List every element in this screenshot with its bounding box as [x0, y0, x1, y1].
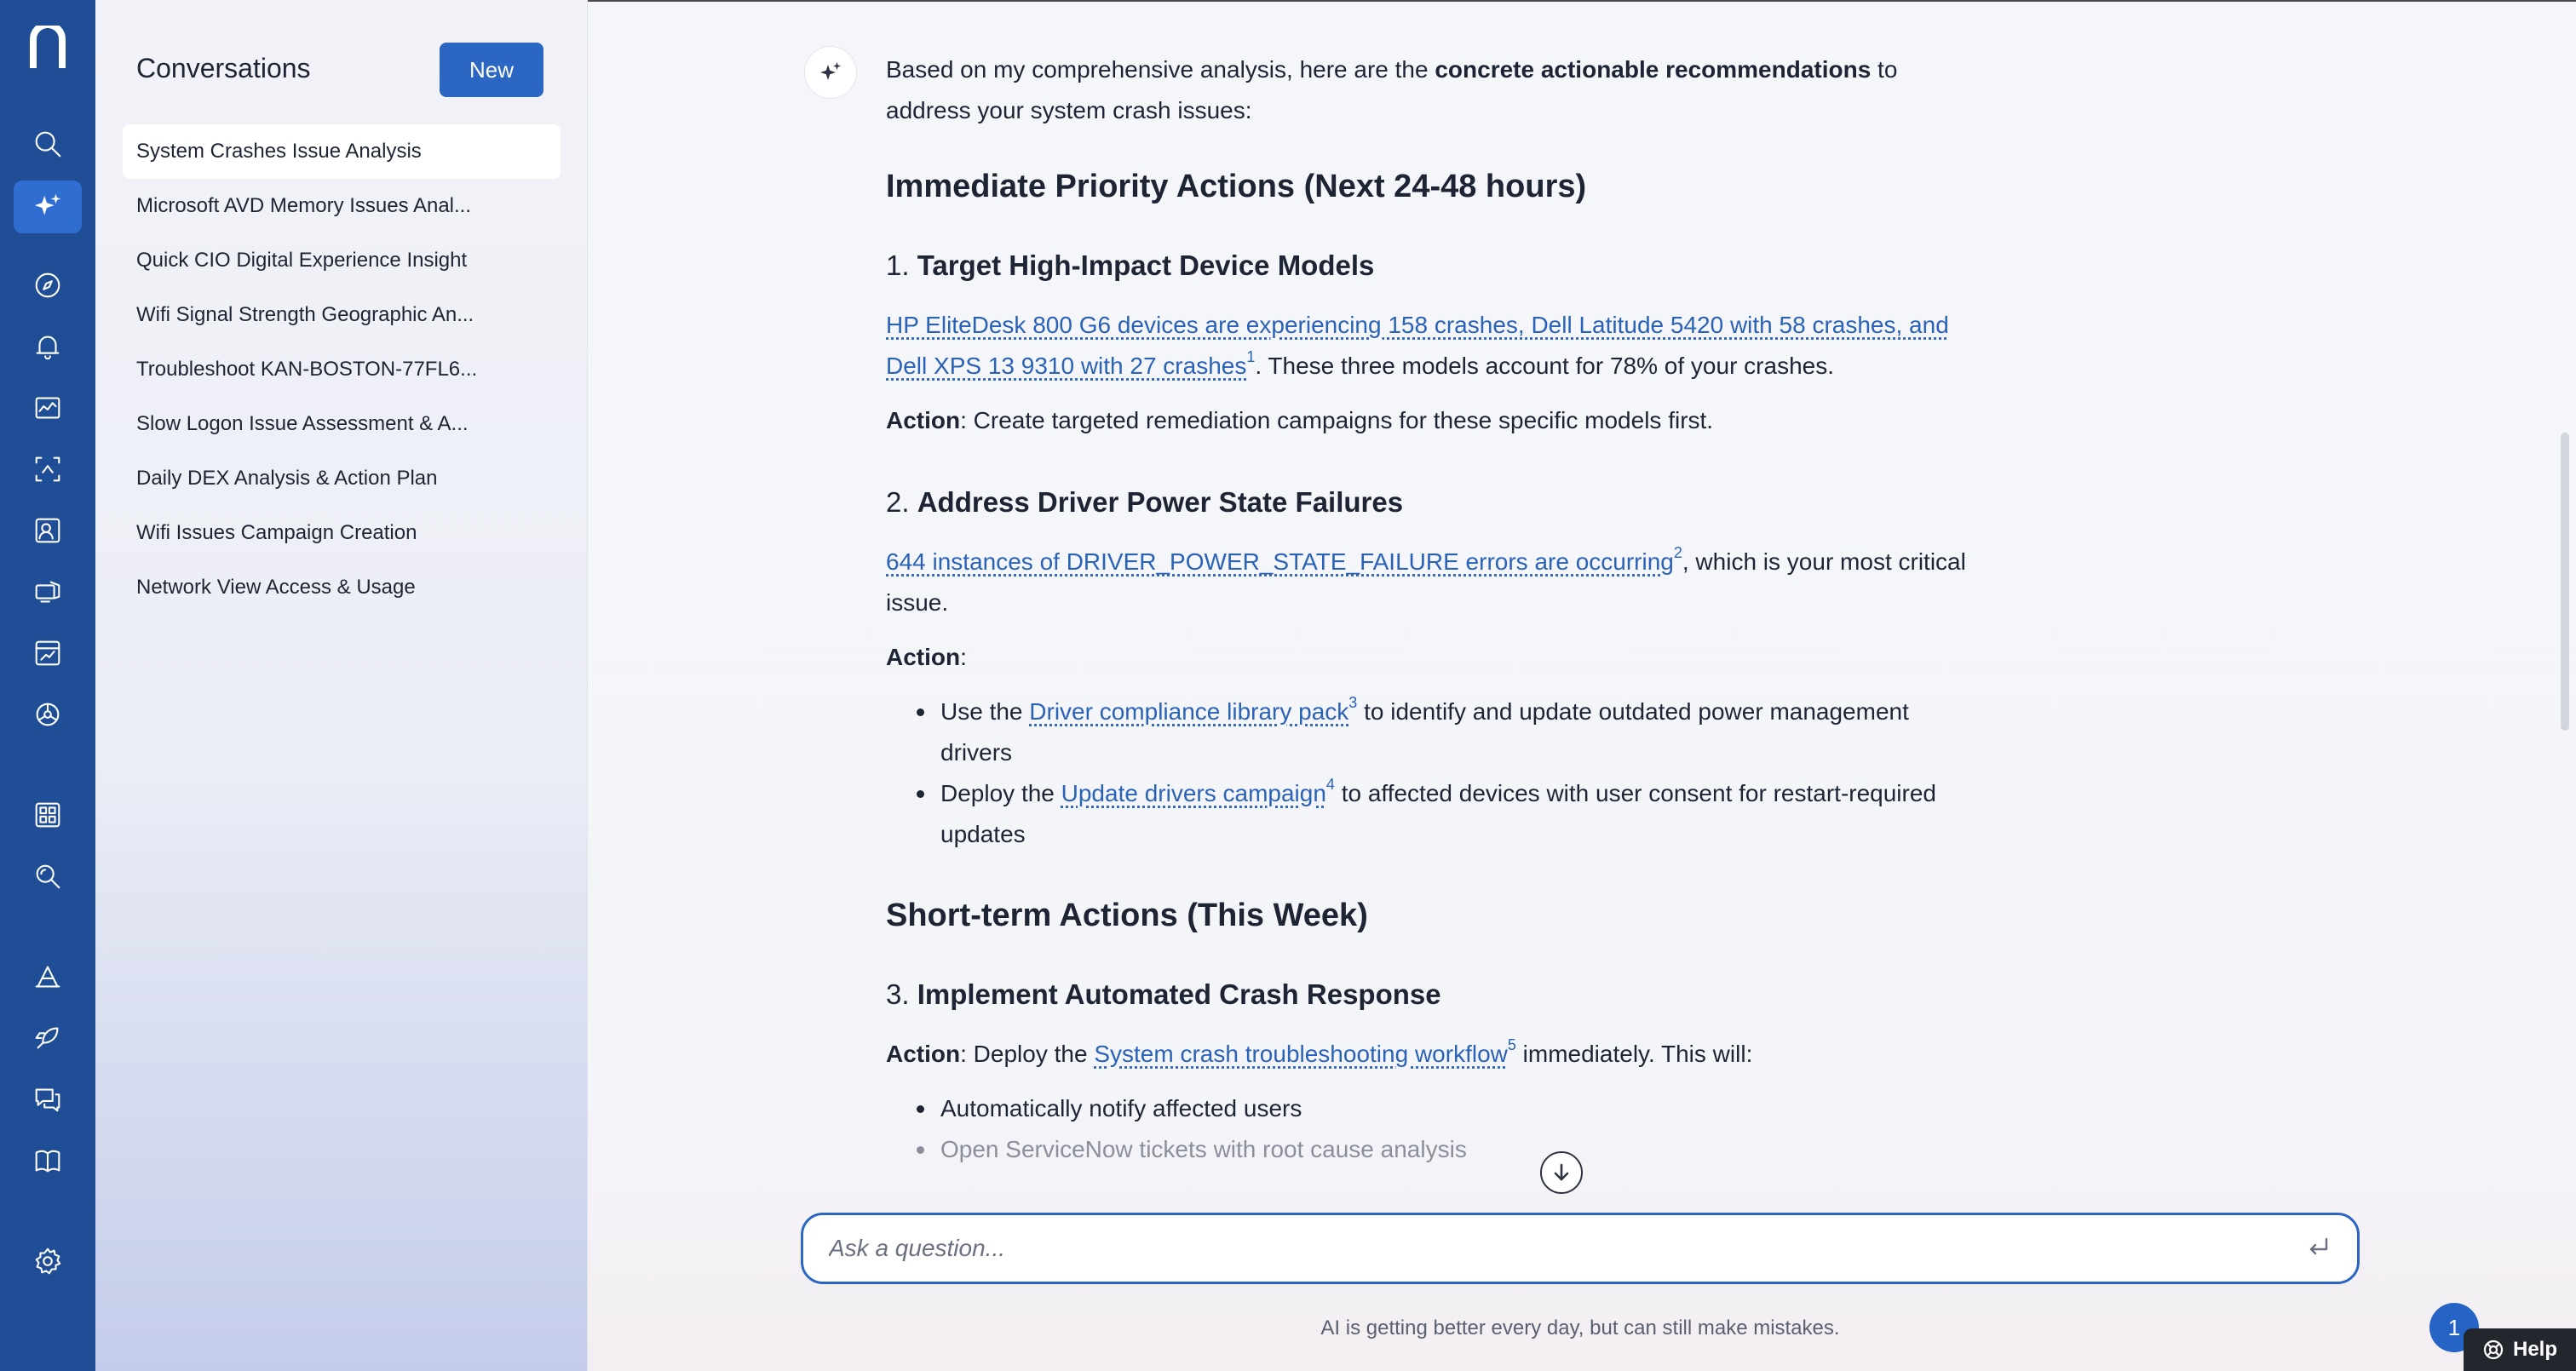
users-icon [32, 514, 64, 547]
rocket-icon [32, 1022, 64, 1054]
chat-icon [32, 1083, 64, 1116]
ai-assistant-button[interactable] [14, 181, 82, 233]
conversation-item[interactable]: Microsoft AVD Memory Issues Anal... [136, 194, 472, 217]
action-line: Action: Create targeted remediation campaigns for these specific models first. [886, 407, 1714, 433]
scan-button[interactable] [14, 443, 82, 496]
recommendation-heading: 3. Implement Automated Crash Response [886, 978, 1441, 1010]
help-button[interactable] [2464, 1328, 2576, 1371]
scan-icon [32, 453, 64, 485]
device-models-link[interactable]: HP EliteDesk 800 G6 devices are experiencing 158 crashes, Dell Latitude 5420 with 58 crashes, and Dell XPS 13 9310 with 27 crashes [886, 312, 1949, 379]
citation-ref[interactable]: 4 [1325, 776, 1335, 793]
driver-compliance-link[interactable]: Driver compliance library pack [1029, 698, 1349, 725]
logo-icon [28, 26, 67, 70]
list-item: Open ServiceNow tickets with root cause analysis [940, 1129, 1985, 1170]
explore-button[interactable] [14, 259, 82, 312]
monitoring-button[interactable] [14, 381, 82, 434]
logo[interactable] [0, 0, 95, 95]
help-label: Help [2512, 1338, 2557, 1361]
alerts-button[interactable] [14, 320, 82, 373]
action-line: Action: [886, 644, 967, 670]
devices-icon [32, 576, 64, 608]
send-button[interactable] [2306, 1234, 2332, 1264]
settings-button[interactable] [14, 1235, 82, 1288]
investigate-icon [32, 860, 64, 892]
conversation-item[interactable]: Network View Access & Usage [136, 576, 416, 599]
search-button[interactable] [14, 118, 82, 170]
new-conversation-button[interactable]: New [440, 43, 543, 97]
notification-badge[interactable]: 1 [2429, 1303, 2479, 1352]
assistant-avatar [804, 46, 857, 99]
list-item: Deploy the Update drivers campaign$^4$ to affected devices with user consent for restart-required updates [940, 773, 1985, 855]
admin-icon [32, 961, 64, 993]
getting-started-button[interactable] [14, 1012, 82, 1064]
conversation-list [123, 124, 561, 615]
feedback-button[interactable] [14, 1073, 82, 1126]
admin-button[interactable] [14, 950, 82, 1003]
recommendation-heading: 2. Address Driver Power State Failures [886, 486, 1404, 518]
dashboard-icon [32, 637, 64, 669]
monitoring-icon [32, 392, 64, 424]
applications-button[interactable] [14, 789, 82, 841]
search-icon [32, 128, 64, 160]
citation-ref[interactable]: 5 [1507, 1036, 1516, 1053]
citation-ref[interactable]: 1 [1246, 348, 1256, 365]
lifebuoy-icon [2482, 1339, 2504, 1361]
action-list [886, 691, 1985, 855]
devices-button[interactable] [14, 565, 82, 618]
chat-area [588, 0, 2576, 1371]
users-button[interactable] [14, 504, 82, 557]
top-border [588, 0, 2576, 2]
section-heading: Short-term Actions (This Week) [886, 898, 1368, 933]
investigations-button[interactable] [14, 850, 82, 903]
bell-icon [32, 330, 64, 363]
scrollbar-thumb[interactable] [2561, 433, 2569, 731]
list-item: Use the Driver compliance library pack$^3$ to identify and update outdated power management drivers [940, 691, 1985, 773]
citation-ref[interactable]: 2 [1673, 544, 1682, 561]
conversation-item[interactable]: Wifi Issues Campaign Creation [136, 521, 417, 544]
ai-sparkle-icon [818, 60, 843, 85]
conversation-item[interactable]: Wifi Signal Strength Geographic An... [136, 303, 474, 326]
conversation-item[interactable]: Slow Logon Issue Assessment & A... [136, 412, 469, 435]
list-item: Automatically notify affected users [940, 1088, 1985, 1129]
documentation-button[interactable] [14, 1134, 82, 1187]
enter-icon [2306, 1234, 2332, 1259]
assistant-message [886, 49, 1985, 1170]
conversation-item[interactable]: Quick CIO Digital Experience Insight [136, 249, 468, 272]
recommendation-heading: 1. Target High-Impact Device Models [886, 250, 1375, 281]
conversation-item[interactable]: System Crashes Issue Analysis [123, 124, 561, 179]
recommendation-body: HP EliteDesk 800 G6 devices are experiencing 158 crashes, Dell Latitude 5420 with 58 crashes, and Dell XPS 13 9310 with 27 crashes$^1$. These three models account for 78% of your crashes. [886, 312, 1949, 379]
action-list [886, 1088, 1985, 1170]
apps-grid-icon [32, 799, 64, 831]
book-icon [32, 1144, 64, 1177]
compass-icon [32, 269, 64, 301]
section-heading: Immediate Priority Actions (Next 24-48 hours) [886, 169, 1587, 204]
crash-workflow-link[interactable]: System crash troubleshooting workflow [1094, 1041, 1508, 1067]
message-intro: Based on my comprehensive analysis, here are the concrete actionable recommendations to address your system crash issues: [886, 56, 1898, 123]
action-line: Action: Deploy the System crash troubleshooting workflow$^5$ immediately. This will: [886, 1036, 1753, 1067]
scroll-to-bottom-button[interactable] [1540, 1151, 1583, 1194]
arrow-down-icon [1550, 1162, 1573, 1184]
conversation-item[interactable]: Daily DEX Analysis & Action Plan [136, 467, 438, 490]
question-box [801, 1213, 2360, 1284]
conversations-panel [95, 0, 588, 1371]
conversation-item[interactable]: Troubleshoot KAN-BOSTON-77FL6... [136, 358, 478, 381]
nav-rail [0, 0, 95, 1371]
update-drivers-link[interactable]: Update drivers campaign [1061, 780, 1326, 806]
ai-disclaimer: AI is getting better every day, but can still make mistakes. [1320, 1317, 1840, 1339]
driver-failure-link[interactable]: 644 instances of DRIVER_POWER_STATE_FAILURE errors are occurring [886, 548, 1674, 575]
dashboards-button[interactable] [14, 627, 82, 680]
citation-ref[interactable]: 3 [1348, 694, 1358, 711]
gear-icon [32, 1245, 64, 1277]
recommendation-body: 644 instances of DRIVER_POWER_STATE_FAILURE errors are occurring$^2$, which is your most critical issue. [886, 544, 1966, 616]
workflow-icon [32, 698, 64, 731]
workflows-button[interactable] [14, 688, 82, 741]
conversations-title: Conversations [136, 53, 311, 83]
question-input[interactable] [829, 1235, 2306, 1262]
ai-sparkle-icon [32, 191, 64, 223]
